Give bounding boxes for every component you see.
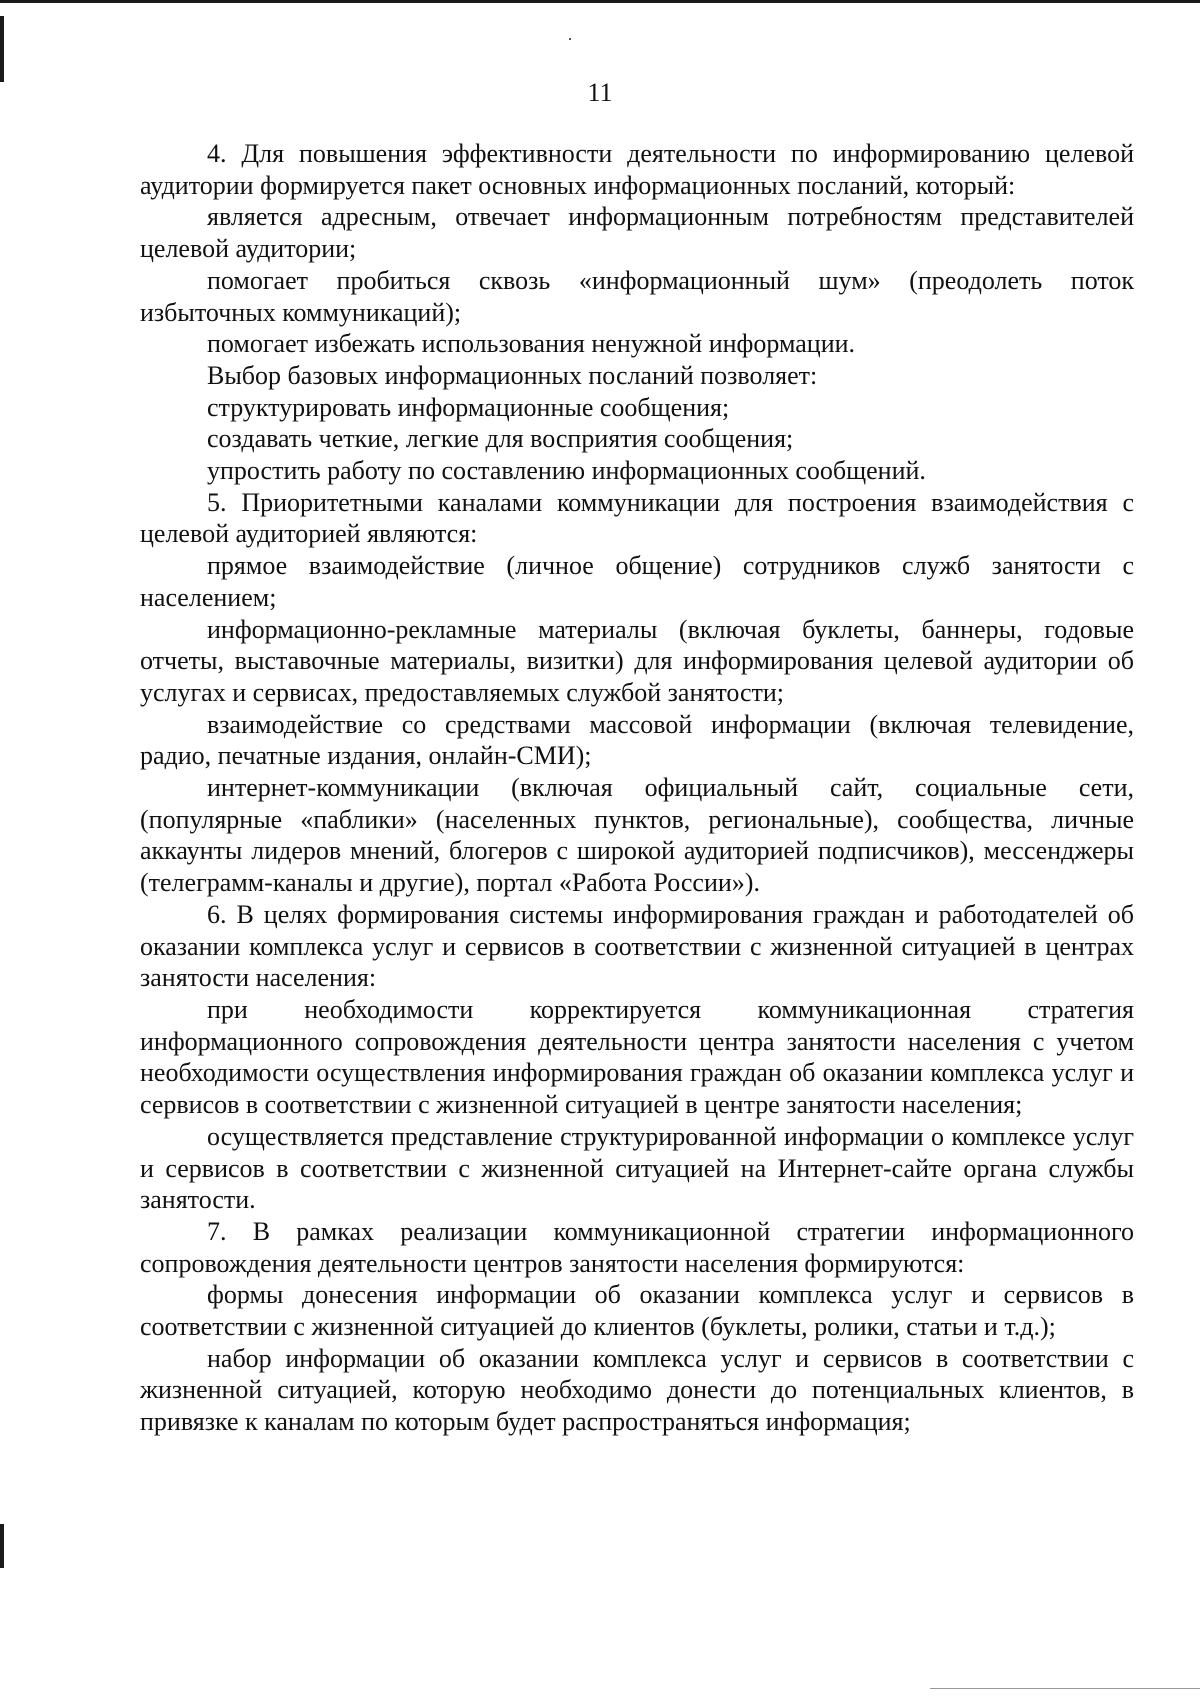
paragraph: Выбор базовых информационных посланий позволяет: [207,360,818,390]
scan-speck [569,38,571,40]
paragraph-item-6: 6. В целях формирования системы информирования граждан и работодателей об оказании комплекса услуг и сервисов в соответствии с жизненной ситуацией в центрах занятости населения: [140,899,1134,993]
list-item: осуществляется представление структурированной информации о комплексе услуг и сервисов в соответствии с жизненной ситуацией на Интернет-сайте органа службы занятости. [140,1121,1134,1215]
list-item: формы донесения информации об оказании комплекса услуг и сервисов в соответствии с жизненной ситуацией до клиентов (буклеты, ролики, статьи и т.д.); [140,1280,1134,1342]
list-item: набор информации об оказании комплекса услуг и сервисов в соответствии с жизненной ситуацией, которую необходимо донести до потенциальных клиентов, в привязке к каналам по которым будет распространяться информация; [140,1343,1134,1437]
list-item: создавать четкие, легкие для восприятия сообщения; [207,424,794,454]
page-number: 11 [587,78,613,107]
list-item: при необходимости корректируется коммуникационная стратегия информационного сопровождения деятельности центра занятости населения с учетом необходимости осуществления информирования граждан об оказании комплекса услуг и сервисов в соответствии с жизненной ситуацией в центре занятости населения; [140,994,1134,1120]
paragraph-item-4: 4. Для повышения эффективности деятельности по информированию целевой аудитории формируется пакет основных информационных посланий, который: [140,139,1134,200]
list-item: помогает избежать использования ненужной информации. [207,329,856,359]
scan-left-margin-mark [0,16,4,82]
scan-top-border [0,0,1200,3]
paragraph-item-7: 7. В рамках реализации коммуникационной стратегии информационного сопровождения деятельности центров занятости населения формируются: [140,1216,1134,1278]
list-item: является адресным, отвечает информационным потребностям представителей целевой аудитории; [140,202,1134,264]
list-item: упростить работу по составлению информационных сообщений. [207,456,926,486]
list-item: помогает пробиться сквозь «информационный шум» (преодолеть поток избыточных коммуникаций); [140,265,1134,327]
list-item: структурировать информационные сообщения; [207,392,730,422]
list-item: взаимодействие со средствами массовой информации (включая телевидение, радио, печатные издания, онлайн-СМИ); [140,709,1134,771]
scan-bottom-border [930,1688,1200,1689]
scan-left-margin-mark [0,1524,4,1568]
list-item: информационно-рекламные материалы (включая буклеты, баннеры, годовые отчеты, выставочные материалы, визитки) для информирования целевой аудитории об услугах и сервисах, предоставляемых службой занятости; [140,614,1134,707]
list-item: интернет-коммуникации (включая официальный сайт, социальные сети, (популярные «паблики» (населенных пунктов, региональные), сообщества, личные аккаунты лидеров мнений, блогеров с широкой аудиторией подписчиков), мессенджеры (телеграмм-каналы и другие), портал «Работа России»). [140,773,1134,898]
list-item: прямое взаимодействие (личное общение) сотрудников служб занятости с населением; [140,551,1134,612]
paragraph-item-5: 5. Приоритетными каналами коммуникации для построения взаимодействия с целевой аудиторией являются: [140,487,1134,549]
document-body [140,138,1134,1438]
